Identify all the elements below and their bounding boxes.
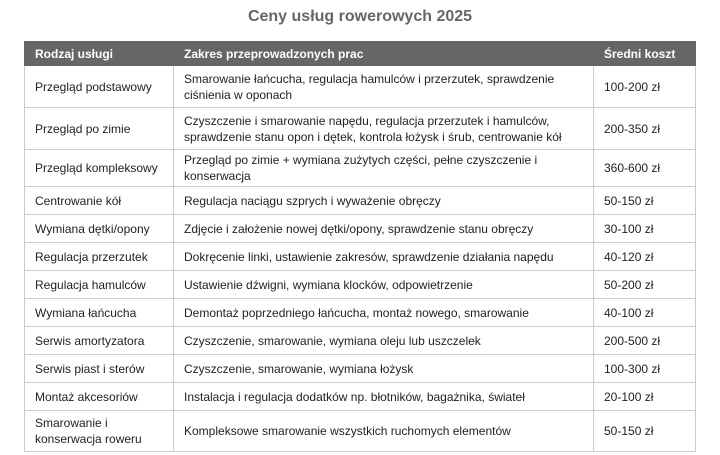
service-scope-cell: Kompleksowe smarowanie wszystkich ruchomych elementów bbox=[174, 411, 594, 452]
table-row bbox=[25, 355, 696, 383]
service-name-cell: Przegląd po zimie bbox=[25, 108, 174, 150]
service-cost-cell: 40-120 zł bbox=[594, 243, 696, 271]
service-scope-cell: Zdjęcie i założenie nowej dętki/opony, sprawdzenie stanu obręczy bbox=[174, 215, 594, 243]
service-cost-cell: 40-100 zł bbox=[594, 299, 696, 327]
column-header-service: Rodzaj usługi bbox=[25, 42, 174, 66]
service-cost-cell: 30-100 zł bbox=[594, 215, 696, 243]
service-name-cell: Serwis piast i sterów bbox=[25, 355, 174, 383]
service-scope-cell: Ustawienie dźwigni, wymiana klocków, odpowietrzenie bbox=[174, 271, 594, 299]
service-scope-cell: Dokręcenie linki, ustawienie zakresów, sprawdzenie działania napędu bbox=[174, 243, 594, 271]
service-cost-cell: 200-500 zł bbox=[594, 327, 696, 355]
service-cost-cell: 50-150 zł bbox=[594, 187, 696, 215]
service-scope-cell: Demontaż poprzedniego łańcucha, montaż nowego, smarowanie bbox=[174, 299, 594, 327]
table-header-row bbox=[25, 42, 696, 66]
table-row bbox=[25, 66, 696, 108]
table-row bbox=[25, 215, 696, 243]
table-row bbox=[25, 383, 696, 411]
service-name-cell: Wymiana łańcucha bbox=[25, 299, 174, 327]
table-row bbox=[25, 108, 696, 150]
table-row bbox=[25, 327, 696, 355]
service-cost-cell: 50-150 zł bbox=[594, 411, 696, 452]
table-row bbox=[25, 299, 696, 327]
column-header-cost: Średni koszt bbox=[594, 42, 696, 66]
page-title: Ceny usług rowerowych 2025 bbox=[247, 8, 473, 25]
service-name-cell: Przegląd kompleksowy bbox=[25, 150, 174, 187]
service-scope-cell: Przegląd po zimie + wymiana zużytych części, pełne czyszczenie i konserwacja bbox=[174, 150, 594, 187]
table-row bbox=[25, 243, 696, 271]
service-name-cell: Regulacja hamulców bbox=[25, 271, 174, 299]
service-name-cell: Przegląd podstawowy bbox=[25, 66, 174, 108]
table-row bbox=[25, 187, 696, 215]
service-cost-cell: 20-100 zł bbox=[594, 383, 696, 411]
price-table bbox=[24, 41, 696, 452]
service-cost-cell: 50-200 zł bbox=[594, 271, 696, 299]
service-scope-cell: Czyszczenie i smarowanie napędu, regulacja przerzutek i hamulców, sprawdzenie stanu opon i dętek, kontrola łożysk i śrub, centrowanie kół bbox=[174, 108, 594, 150]
service-name-cell: Regulacja przerzutek bbox=[25, 243, 174, 271]
service-cost-cell: 100-300 zł bbox=[594, 355, 696, 383]
column-header-scope: Zakres przeprowadzonych prac bbox=[174, 42, 594, 66]
service-name-cell: Serwis amortyzatora bbox=[25, 327, 174, 355]
service-cost-cell: 360-600 zł bbox=[594, 150, 696, 187]
service-scope-cell: Czyszczenie, smarowanie, wymiana oleju lub uszczelek bbox=[174, 327, 594, 355]
service-cost-cell: 100-200 zł bbox=[594, 66, 696, 108]
service-name-cell: Smarowanie i konserwacja roweru bbox=[25, 411, 174, 452]
table-row bbox=[25, 150, 696, 187]
service-name-cell: Centrowanie kół bbox=[25, 187, 174, 215]
service-scope-cell: Czyszczenie, smarowanie, wymiana łożysk bbox=[174, 355, 594, 383]
service-name-cell: Wymiana dętki/opony bbox=[25, 215, 174, 243]
service-scope-cell: Instalacja i regulacja dodatków np. błotników, bagażnika, świateł bbox=[174, 383, 594, 411]
table-row bbox=[25, 271, 696, 299]
service-cost-cell: 200-350 zł bbox=[594, 108, 696, 150]
table-row bbox=[25, 411, 696, 452]
service-scope-cell: Regulacja naciągu szprych i wyważenie obręczy bbox=[174, 187, 594, 215]
service-name-cell: Montaż akcesoriów bbox=[25, 383, 174, 411]
service-scope-cell: Smarowanie łańcucha, regulacja hamulców i przerzutek, sprawdzenie ciśnienia w oponach bbox=[174, 66, 594, 108]
